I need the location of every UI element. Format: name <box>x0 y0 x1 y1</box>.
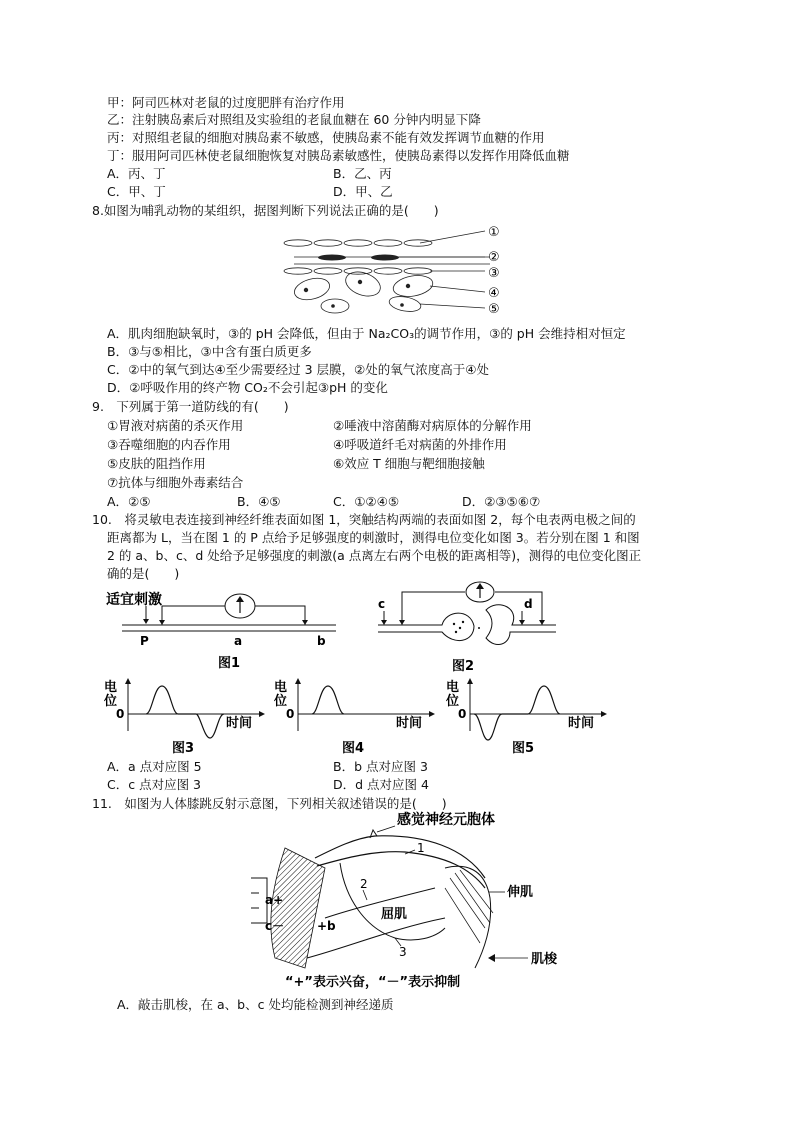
q8-stem: 8.如图为哺乳动物的某组织，据图判断下列说法正确的是( ) <box>92 203 439 218</box>
graph-5 <box>440 676 610 756</box>
q8-option-a[interactable]: A．肌肉细胞缺氧时，③的 pH 会降低，但由于 Na₂CO₃的调节作用，③的 pH 会维持相对恒定 <box>107 326 626 341</box>
muscle-spindle-label: 肌梭 <box>531 952 558 967</box>
q9-item-2: ②唾液中溶菌酶对病原体的分解作用 <box>333 418 532 433</box>
q7-statement-yi: 乙：注射胰岛素后对照组及实验组的老鼠血糖在 60 分钟内明显下降 <box>107 112 481 127</box>
tissue-label-1: ① <box>488 225 500 240</box>
graph-3-zero: 0 <box>116 707 125 721</box>
q9-item-3: ③吞噬细胞的内吞作用 <box>107 437 231 452</box>
q10-option-c[interactable]: C．c 点对应图 3 <box>107 777 202 792</box>
graph-4-caption: 图4 <box>342 741 365 756</box>
q10-option-a[interactable]: A．a 点对应图 5 <box>107 759 202 774</box>
point-c-label: c <box>378 597 386 611</box>
figure-2-synapse <box>370 580 560 675</box>
point-b-label: b <box>317 634 326 648</box>
q9-item-6: ⑥效应 T 细胞与靶细胞接触 <box>333 456 485 471</box>
q9-stem: 9. 下列属于第一道防线的有( ) <box>92 399 289 414</box>
q10-stem-line-2: 距离都为 L，当在图 1 的 P 点给予足够强度的刺激时，测得电位变化如图 3。若分别在图 1 和图 <box>107 530 640 545</box>
tissue-label-5: ⑤ <box>488 302 500 317</box>
q9-option-a[interactable]: A．②⑤ <box>107 494 151 509</box>
flexor-label: 屈肌 <box>381 907 408 922</box>
graph-5-ylabel-2: 位 <box>446 694 460 709</box>
point-d-label: d <box>524 597 533 611</box>
q9-item-7: ⑦抗体与细胞外毒素结合 <box>107 475 244 490</box>
tissue-diagram <box>280 220 520 320</box>
graph-4-ylabel-2: 位 <box>274 694 288 709</box>
tissue-label-4: ④ <box>488 286 500 301</box>
graph-4-ylabel-1: 电 <box>274 680 288 695</box>
q7-option-a[interactable]: A．丙、丁 <box>107 166 166 181</box>
q11-stem: 11. 如图为人体膝跳反射示意图，下列相关叙述错误的是( ) <box>92 796 447 811</box>
q9-item-1: ①胃液对病菌的杀灭作用 <box>107 418 244 433</box>
graph-4-xlabel: 时间 <box>396 716 423 731</box>
pathway-2-label: 2 <box>360 877 368 891</box>
graph-5-zero: 0 <box>458 707 467 721</box>
q9-option-d[interactable]: D．②③⑤⑥⑦ <box>462 494 541 509</box>
q7-option-b[interactable]: B．乙、丙 <box>333 166 392 181</box>
point-p-label: P <box>140 634 149 648</box>
point-a-label: a <box>234 634 243 648</box>
figure-1-caption: 图1 <box>218 656 241 671</box>
q7-statement-bing: 丙：对照组老鼠的细胞对胰岛素不敏感，使胰岛素不能有效发挥调节血糖的作用 <box>107 130 545 145</box>
synapse-b-label: +b <box>317 919 336 933</box>
extensor-label: 伸肌 <box>507 885 534 900</box>
graph-5-caption: 图5 <box>512 741 535 756</box>
q10-stem-line-1: 10. 将灵敏电表连接到神经纤维表面如图 1，突触结构两端的表面如图 2，每个电表两电极之间的 <box>92 512 636 527</box>
q9-item-4: ④呼吸道纤毛对病菌的外排作用 <box>333 437 507 452</box>
graph-3-ylabel-1: 电 <box>104 680 118 695</box>
q8-option-d[interactable]: D．②呼吸作用的终产物 CO₂不会引起③pH 的变化 <box>107 380 388 395</box>
pathway-1-label: 1 <box>417 841 425 855</box>
graph-4 <box>268 676 438 756</box>
synapse-c-label: c－ <box>265 919 285 933</box>
figure-1-nerve-fiber <box>100 585 340 675</box>
graph-5-xlabel: 时间 <box>568 716 595 731</box>
knee-jerk-reflex-diagram <box>245 808 585 993</box>
graph-3-xlabel: 时间 <box>226 716 253 731</box>
q11-option-a[interactable]: A．敲击肌梭，在 a、b、c 处均能检测到神经递质 <box>117 997 394 1012</box>
q10-option-d[interactable]: D．d 点对应图 4 <box>333 777 429 792</box>
stimulus-label: 适宜刺激 <box>106 592 162 608</box>
graph-4-zero: 0 <box>286 707 295 721</box>
tissue-label-2: ② <box>488 250 500 265</box>
q10-option-b[interactable]: B．b 点对应图 3 <box>333 759 428 774</box>
q9-option-b[interactable]: B．④⑤ <box>237 494 281 509</box>
graph-5-ylabel-1: 电 <box>446 680 460 695</box>
figure-2-caption: 图2 <box>452 659 475 674</box>
q7-option-d[interactable]: D．甲、乙 <box>333 184 393 199</box>
tissue-label-3: ③ <box>488 266 500 281</box>
synapse-a-label: a+ <box>265 893 284 907</box>
graph-3 <box>98 676 268 756</box>
graph-3-caption: 图3 <box>172 741 195 756</box>
q9-option-c[interactable]: C．①②④⑤ <box>333 494 400 509</box>
legend-text: “+”表示兴奋，“－”表示抑制 <box>285 975 461 990</box>
q8-option-b[interactable]: B．③与⑤相比，③中含有蛋白质更多 <box>107 344 312 359</box>
pathway-3-label: 3 <box>399 945 407 959</box>
graph-3-ylabel-2: 位 <box>104 694 118 709</box>
q10-stem-line-4: 确的是( ) <box>107 566 180 581</box>
q10-stem-line-3: 2 的 a、b、c、d 处给予足够强度的刺激(a 点离左右两个电极的距离相等)，测得的电位变化图正 <box>107 548 642 563</box>
q9-item-5: ⑤皮肤的阻挡作用 <box>107 456 206 471</box>
q7-statement-ding: 丁：服用阿司匹林使老鼠细胞恢复对胰岛素敏感性，使胰岛素得以发挥作用降低血糖 <box>107 148 570 163</box>
q7-option-c[interactable]: C．甲、丁 <box>107 184 166 199</box>
q8-option-c[interactable]: C．②中的氧气到达④至少需要经过 3 层膜，②处的氧气浓度高于④处 <box>107 362 489 377</box>
sensory-neuron-label: 感觉神经元胞体 <box>397 812 495 828</box>
q7-statement-jia: 甲：阿司匹林对老鼠的过度肥胖有治疗作用 <box>107 95 345 110</box>
